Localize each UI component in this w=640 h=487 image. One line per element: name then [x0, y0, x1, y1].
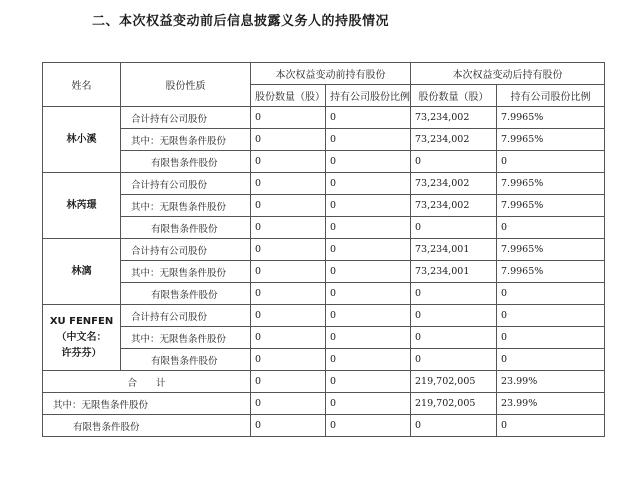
before-qty: 0	[251, 327, 326, 349]
after-ratio: 0	[497, 327, 605, 349]
after-ratio: 7.9965%	[497, 129, 605, 151]
table-row	[43, 129, 605, 151]
table-row	[43, 261, 605, 283]
after-ratio: 7.9965%	[497, 195, 605, 217]
before-qty: 0	[251, 305, 326, 327]
total-label: 其中：无限售条件股份	[43, 393, 251, 415]
table-row	[43, 151, 605, 173]
after-ratio: 0	[497, 349, 605, 371]
total-before-qty: 0	[251, 393, 326, 415]
before-qty: 0	[251, 173, 326, 195]
total-before-qty: 0	[251, 415, 326, 437]
share-nature: 有限售条件股份	[121, 151, 251, 173]
header-after-qty: 股份数量（股）	[411, 85, 497, 107]
total-label: 有限售条件股份	[43, 415, 251, 437]
header-before-group: 本次权益变动前持有股份	[251, 63, 411, 85]
table-row	[43, 195, 605, 217]
total-row	[43, 415, 605, 437]
table-row	[43, 217, 605, 239]
before-ratio: 0	[326, 305, 411, 327]
before-qty: 0	[251, 349, 326, 371]
after-qty: 0	[411, 217, 497, 239]
share-nature: 合计持有公司股份	[121, 107, 251, 129]
table-row	[43, 327, 605, 349]
person-name-line: （中文名：	[56, 331, 107, 343]
before-ratio: 0	[326, 349, 411, 371]
total-after-qty: 219,702,005	[411, 393, 497, 415]
table-row	[43, 349, 605, 371]
person-name-cell	[43, 239, 121, 305]
share-nature: 其中：无限售条件股份	[121, 261, 251, 283]
total-row	[43, 371, 605, 393]
table-row	[43, 305, 605, 327]
after-ratio: 7.9965%	[497, 261, 605, 283]
after-qty: 0	[411, 305, 497, 327]
table-header	[43, 63, 605, 107]
person-name-line: 许芬芬）	[61, 347, 102, 359]
before-ratio: 0	[326, 239, 411, 261]
person-name: 林芮璟	[66, 199, 97, 211]
after-ratio: 0	[497, 217, 605, 239]
before-ratio: 0	[326, 151, 411, 173]
person-name-cell	[43, 107, 121, 173]
after-qty: 73,234,002	[411, 173, 497, 195]
total-after-qty: 219,702,005	[411, 371, 497, 393]
table-body	[43, 107, 605, 437]
after-ratio: 7.9965%	[497, 107, 605, 129]
before-ratio: 0	[326, 173, 411, 195]
total-label: 合 计	[43, 371, 251, 393]
before-qty: 0	[251, 261, 326, 283]
after-ratio: 0	[497, 151, 605, 173]
share-nature: 有限售条件股份	[121, 217, 251, 239]
header-name: 姓名	[43, 63, 121, 107]
table-row	[43, 283, 605, 305]
person-name: 林小溪	[66, 133, 97, 145]
before-ratio: 0	[326, 217, 411, 239]
after-qty: 0	[411, 349, 497, 371]
share-nature: 合计持有公司股份	[121, 305, 251, 327]
share-nature: 其中：无限售条件股份	[121, 129, 251, 151]
total-after-ratio: 23.99%	[497, 393, 605, 415]
after-qty: 0	[411, 151, 497, 173]
total-after-qty: 0	[411, 415, 497, 437]
shareholding-table	[42, 62, 605, 437]
share-nature: 其中：无限售条件股份	[121, 195, 251, 217]
table-row	[43, 173, 605, 195]
total-row	[43, 393, 605, 415]
after-ratio: 7.9965%	[497, 239, 605, 261]
before-qty: 0	[251, 239, 326, 261]
after-qty: 73,234,002	[411, 129, 497, 151]
before-qty: 0	[251, 217, 326, 239]
after-qty: 0	[411, 327, 497, 349]
before-ratio: 0	[326, 107, 411, 129]
after-qty: 73,234,002	[411, 107, 497, 129]
before-qty: 0	[251, 151, 326, 173]
total-before-ratio: 0	[326, 415, 411, 437]
header-nature: 股份性质	[121, 63, 251, 107]
after-ratio: 0	[497, 283, 605, 305]
before-ratio: 0	[326, 327, 411, 349]
header-after-ratio: 持有公司股份比例	[497, 85, 605, 107]
before-ratio: 0	[326, 283, 411, 305]
total-before-ratio: 0	[326, 371, 411, 393]
before-qty: 0	[251, 107, 326, 129]
table-row	[43, 239, 605, 261]
before-ratio: 0	[326, 129, 411, 151]
total-before-qty: 0	[251, 371, 326, 393]
person-name: XU FENFEN	[49, 315, 114, 327]
total-after-ratio: 0	[497, 415, 605, 437]
table-row	[43, 107, 605, 129]
header-before-ratio: 持有公司股份比例	[326, 85, 411, 107]
after-qty: 73,234,001	[411, 261, 497, 283]
header-after-group: 本次权益变动后持有股份	[411, 63, 605, 85]
before-ratio: 0	[326, 261, 411, 283]
section-heading: 二、本次权益变动前后信息披露义务人的持股情况	[92, 14, 390, 29]
after-ratio: 7.9965%	[497, 173, 605, 195]
share-nature: 合计持有公司股份	[121, 239, 251, 261]
person-name-cell	[43, 305, 121, 371]
before-qty: 0	[251, 195, 326, 217]
after-qty: 73,234,001	[411, 239, 497, 261]
share-nature: 其中：无限售条件股份	[121, 327, 251, 349]
before-qty: 0	[251, 129, 326, 151]
before-qty: 0	[251, 283, 326, 305]
after-ratio: 0	[497, 305, 605, 327]
share-nature: 有限售条件股份	[121, 349, 251, 371]
person-name-cell	[43, 173, 121, 239]
total-after-ratio: 23.99%	[497, 371, 605, 393]
share-nature: 合计持有公司股份	[121, 173, 251, 195]
share-nature: 有限售条件股份	[121, 283, 251, 305]
total-before-ratio: 0	[326, 393, 411, 415]
person-name: 林漓	[71, 265, 92, 277]
before-ratio: 0	[326, 195, 411, 217]
after-qty: 0	[411, 283, 497, 305]
header-before-qty: 股份数量（股）	[251, 85, 326, 107]
after-qty: 73,234,002	[411, 195, 497, 217]
